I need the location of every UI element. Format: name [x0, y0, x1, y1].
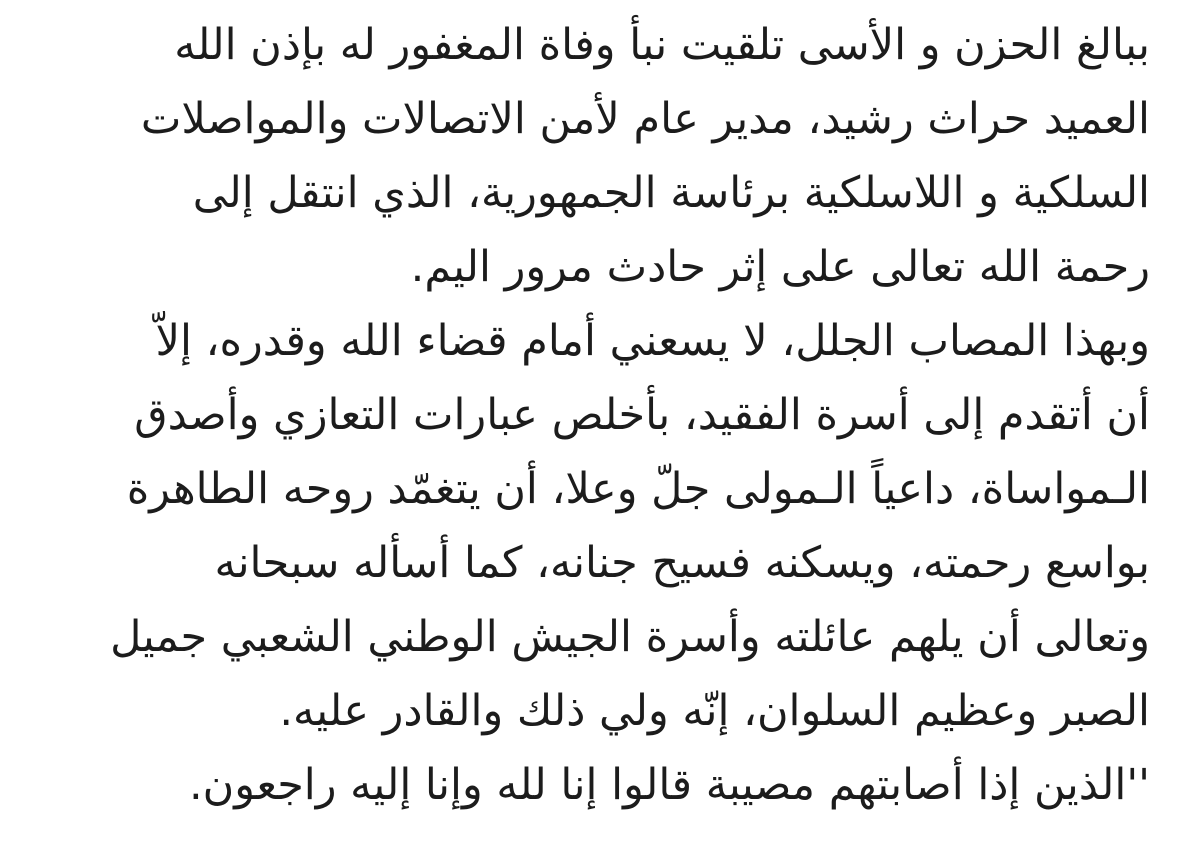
text-line-10: الصبر وعظيم السلوان، إنّه ولي ذلك والقادر عليه. — [279, 686, 1150, 736]
condolence-message — [40, 8, 1150, 822]
text-line-9: وتعالى أن يلهم عائلته وأسرة الجيش الوطني الشعبي جميل — [110, 612, 1150, 662]
text-line-2: العميد حراث رشيد، مدير عام لأمن الاتصالات والمواصلات — [140, 94, 1150, 144]
text-line-11: ''الذين إذا أصابتهم مصيبة قالوا إنا لله وإنا إليه راجعون. — [189, 760, 1150, 810]
text-line-8: بواسع رحمته، ويسكنه فسيح جنانه، كما أسأله سبحانه — [214, 538, 1150, 588]
text-line-5: وبهذا المصاب الجلل، لا يسعني أمام قضاء الله وقدره، إلاّ — [155, 316, 1150, 366]
text-line-1: ببالغ الحزن و الأسى تلقيت نبأ وفاة المغفور له بإذن الله — [174, 20, 1150, 70]
text-line-7: الـمواساة، داعياً الـمولى جلّ وعلا، أن يتغمّد روحه الطاهرة — [126, 464, 1150, 514]
text-line-3: السلكية و اللاسلكية برئاسة الجمهورية، الذي انتقل إلى — [192, 168, 1150, 218]
text-line-6: أن أتقدم إلى أسرة الفقيد، بأخلص عبارات التعازي وأصدق — [134, 390, 1150, 440]
text-line-4: رحمة الله تعالى على إثر حادث مرور اليم. — [410, 242, 1150, 292]
